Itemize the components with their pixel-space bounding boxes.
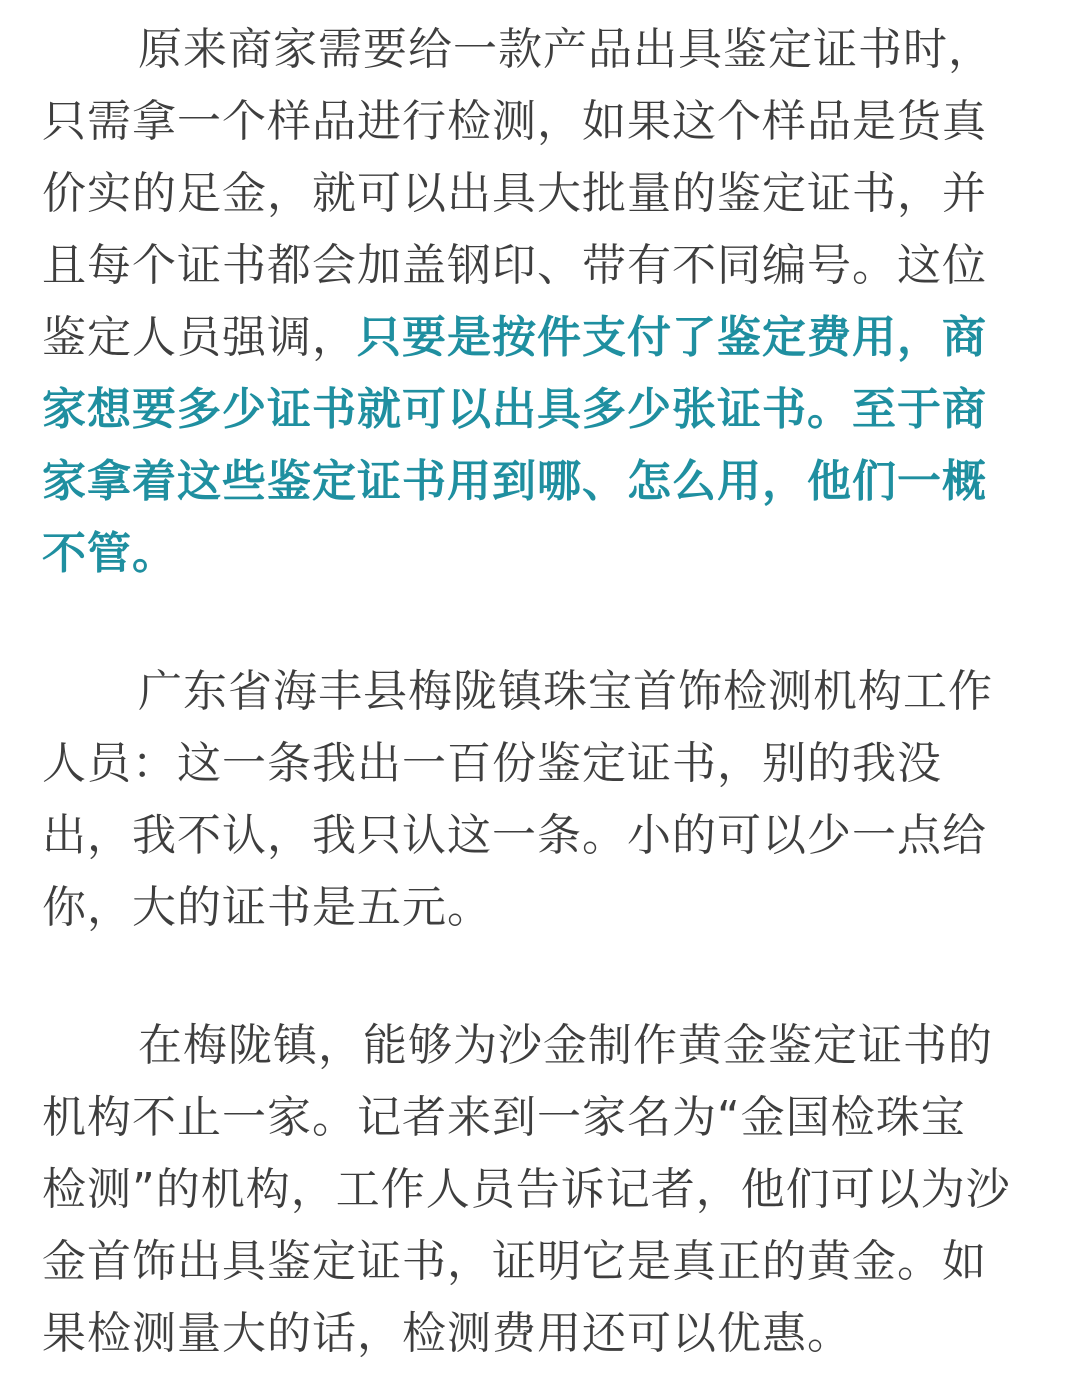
paragraph-line: 机构不止一家。记者来到一家名为“金国检珠宝 bbox=[42, 1092, 966, 1143]
paragraph-line: 只需拿一个样品进行检测，如果这个样品是货真 bbox=[42, 96, 987, 147]
paragraph-line: 你，大的证书是五元。 bbox=[42, 882, 492, 933]
paragraph-line: 检测”的机构，工作人员告诉记者，他们可以为沙 bbox=[42, 1164, 1011, 1215]
paragraph-line: 原来商家需要给一款产品出具鉴定证书时， bbox=[138, 24, 993, 75]
paragraph-line: 果检测量大的话，检测费用还可以优惠。 bbox=[42, 1308, 852, 1359]
paragraph-line: 价实的足金，就可以出具大批量的鉴定证书，并 bbox=[42, 168, 987, 219]
paragraph-line: 在梅陇镇，能够为沙金制作黄金鉴定证书的 bbox=[138, 1020, 993, 1071]
emphasis-text: 只要是按件支付了鉴定费用，商 bbox=[357, 312, 987, 363]
paragraph-text: 鉴定人员强调， bbox=[42, 312, 357, 363]
paragraph-line: 金首饰出具鉴定证书，证明它是真正的黄金。如 bbox=[42, 1236, 987, 1287]
emphasis-line: 不管。 bbox=[42, 528, 177, 579]
paragraph-line: 广东省海丰县梅陇镇珠宝首饰检测机构工作 bbox=[138, 666, 993, 717]
paragraph-line: 且每个证书都会加盖钢印、带有不同编号。这位 bbox=[42, 240, 987, 291]
emphasis-line: 家拿着这些鉴定证书用到哪、怎么用，他们一概 bbox=[42, 456, 987, 507]
paragraph-line: 人员：这一条我出一百份鉴定证书，别的我没 bbox=[42, 738, 942, 789]
paragraph-line: 出，我不认，我只认这一条。小的可以少一点给 bbox=[42, 810, 987, 861]
emphasis-line: 家想要多少证书就可以出具多少张证书。至于商 bbox=[42, 384, 987, 435]
paragraph-line-mixed bbox=[42, 302, 987, 374]
